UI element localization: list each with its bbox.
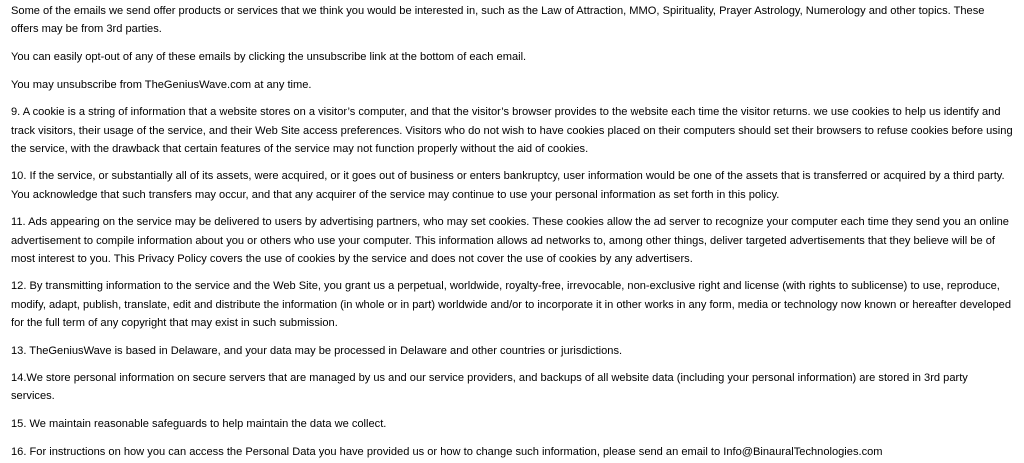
paragraph-ads: 11. Ads appearing on the service may be delivered to users by advertising partners, who may set cookies. These cookies allow the ad server to recognize your computer each time they send you an online advertisement to compile information about you or others who use your computer. This information allows ad networks to, among other things, deliver targeted advertisements that they believe will be of most interest to you. This Privacy Policy covers the use of cookies by the service and does not cover the use of cookies by any advertisers.: [11, 216, 1009, 265]
paragraph-contact: 16. For instructions on how you can access the Personal Data you have provided us or how to change such information, please send an email to Info@BinauralTechnologies.com: [11, 445, 883, 458]
paragraph-opt-out: You can easily opt-out of any of these emails by clicking the unsubscribe link at the bottom of each email.: [11, 50, 527, 63]
paragraph-license: 12. By transmitting information to the service and the Web Site, you grant us a perpetual, worldwide, royalty-free, irrevocable, non-exclusive right and license (with rights to sublicense) to use, reproduce, modify, adapt, publish, translate, edit and distribute the information (in whole or in part) worldwide and/or to incorporate it in other works in any form, media or technology now known or hereafter developed for the full term of any copyright that may exist in such submission.: [11, 280, 1011, 329]
paragraph-business-transfers: 10. If the service, or substantially all of its assets, were acquired, or it goes out of business or enters bankruptcy, user information would be one of the assets that is transferred or acquired by a third party. You acknowledge that such transfers may occur, and that any acquirer of the service may continue to use your personal information as set forth in this policy.: [11, 170, 1005, 201]
paragraph-cookies: 9. A cookie is a string of information that a website stores on a visitor’s computer, and that the visitor’s browser provides to the website each time the visitor returns. we use cookies to help us identify and track visitors, their usage of the service, and their Web Site access preferences. Visitors who do not wish to have cookies placed on their computers should set their browsers to refuse cookies before using the service, with the drawback that certain features of the service may not function properly without the aid of cookies.: [11, 106, 1013, 155]
paragraph-safeguards: 15. We maintain reasonable safeguards to help maintain the data we collect.: [11, 418, 387, 431]
paragraph-jurisdiction: 13. TheGeniusWave is based in Delaware, and your data may be processed in Delaware and other countries or jurisdictions.: [11, 344, 623, 357]
paragraph-storage: 14.We store personal information on secure servers that are managed by us and our service providers, and backups of all website data (including your personal information) are stored in 3rd party services.: [11, 372, 968, 403]
paragraph-third-party-offers: Some of the emails we send offer products or services that we think you would be interested in, such as the Law of Attraction, MMO, Spirituality, Prayer Astrology, Numerology and other topics. These offers may be from 3rd parties.: [11, 5, 985, 36]
paragraph-unsubscribe: You may unsubscribe from TheGeniusWave.com at any time.: [11, 78, 312, 91]
